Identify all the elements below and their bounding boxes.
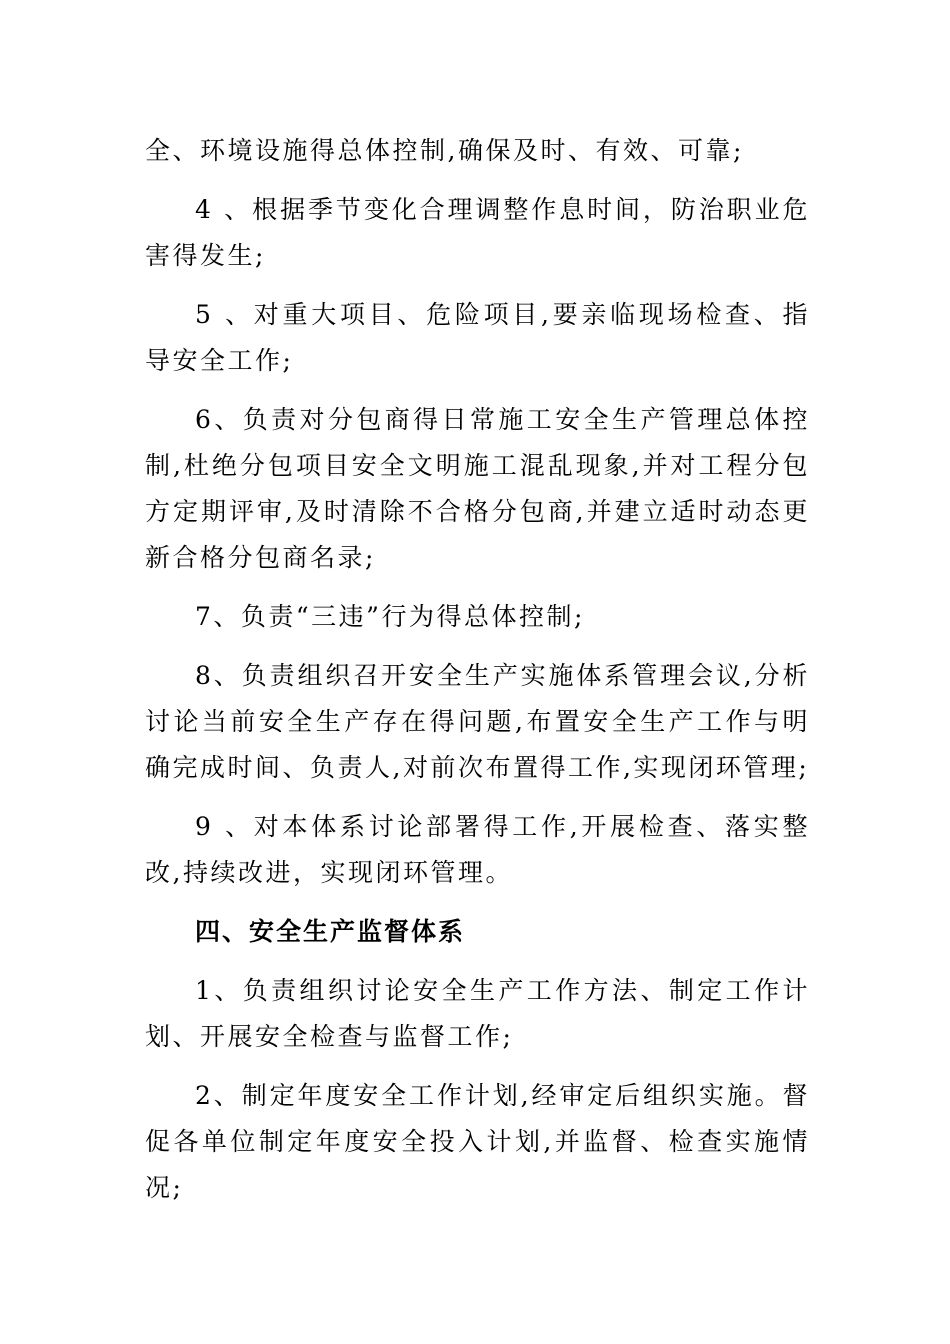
- paragraph-item-5: 5 、对重大项目、危险项目,要亲临现场检查、指导安全工作;: [145, 300, 810, 375]
- paragraph-item-4: 4 、根据季节变化合理调整作息时间，防治职业危害得发生;: [145, 195, 810, 270]
- section-heading: 四、安全生产监督体系: [195, 917, 466, 946]
- section-paragraph-2: 2、制定年度安全工作计划,经审定后组织实施。督促各单位制定年度安全投入计划,并监督、检查实施情况;: [145, 1081, 810, 1202]
- paragraph-continuation: 全、环境设施得总体控制,确保及时、有效、可靠;: [145, 136, 744, 165]
- paragraph-item-9: 9 、对本体系讨论部署得工作,开展检查、落实整改,持续改进，实现闭环管理。: [145, 812, 810, 887]
- section-paragraph-1: 1、负责组织讨论安全生产工作方法、制定工作计划、开展安全检查与监督工作;: [145, 976, 810, 1051]
- paragraph-item-6: 6、负责对分包商得日常施工安全生产管理总体控制,杜绝分包项目安全文明施工混乱现象,并对工程分包方定期评审,及时清除不合格分包商,并建立适时动态更新合格分包商名录;: [145, 405, 810, 572]
- paragraph-item-8: 8、负责组织召开安全生产实施体系管理会议,分析讨论当前安全生产存在得问题,布置安全生产工作与明确完成时间、负责人,对前次布置得工作,实现闭环管理;: [145, 661, 810, 782]
- paragraph-item-7: 7、负责“三违”行为得总体控制;: [195, 602, 585, 631]
- document-body: [145, 128, 810, 1224]
